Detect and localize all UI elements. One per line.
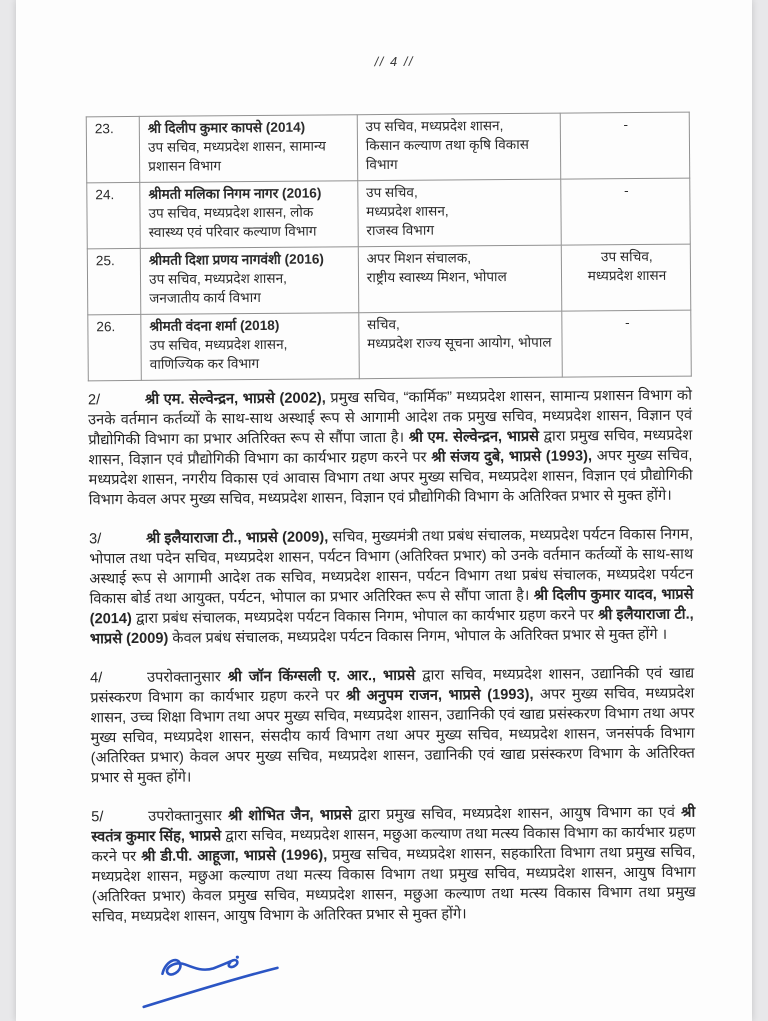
paragraph-number: 2/	[87, 392, 101, 409]
officer-name: श्री दिलीप कुमार कापसे (2014)	[147, 119, 306, 136]
paragraph-bold-text: श्री अनुपम राजन, भाप्रसे (1993),	[345, 686, 534, 705]
table-row	[87, 244, 690, 315]
officer-post-line: उप सचिव, मध्यप्रदेश शासन, सामान्य	[147, 138, 326, 155]
paragraph-number: 5/	[91, 809, 104, 826]
table-row	[86, 112, 689, 183]
officer-cell	[141, 313, 359, 381]
paragraph-text: द्वारा प्रमुख सचिव, मध्यप्रदेश शासन, विज्ञान एवं प्रौद्योगिकी विभाग का कार्यभार ग्रहण करने पर	[88, 427, 693, 469]
new-post-cell	[358, 245, 562, 313]
officer-name: श्रीमती मलिका निगम नागर (2016)	[148, 185, 322, 202]
officer-post-line: स्वास्थ्य एवं परिवार कल्याण विभाग	[148, 223, 317, 240]
assignment-line: राष्ट्रीय स्वास्थ्य मिशन, भोपाल	[366, 269, 507, 286]
serial-cell: 23.	[86, 116, 140, 182]
officer-post-line: उप सचिव, मध्यप्रदेश शासन, लोक	[148, 204, 314, 221]
remarks-line: -	[623, 183, 629, 199]
paragraph-text: केवल प्रबंध संचालक, मध्यप्रदेश पर्यटन विकास निगम, भोपाल के अतिरिक्त प्रभार से मुक्त होंगे ।	[168, 626, 668, 647]
paragraph-bold-text: श्री डी.पी. आहूजा, भाप्रसे (1996),	[141, 847, 328, 865]
paragraph-text: द्वारा सचिव, मध्यप्रदेश शासन, मछुआ कल्याण तथा मत्स्य विकास विभाग का कार्यभार ग्रहण करने पर	[91, 824, 696, 866]
assignment-line: राजस्व विभाग	[366, 222, 435, 239]
remarks-cell	[562, 310, 692, 377]
paragraph-bold-text: श्री संजय दुबे, भाप्रसे (1993),	[431, 448, 593, 466]
table-row	[88, 310, 691, 381]
paragraphs	[88, 386, 696, 928]
assignment-line: उप सचिव,	[366, 184, 418, 201]
remarks-cell	[560, 112, 690, 179]
assignment-line: मध्यप्रदेश राज्य सूचना आयोग, भोपाल	[367, 334, 552, 352]
assignment-line: विभाग	[365, 156, 398, 173]
paragraph-text: द्वारा प्रबंध संचालक, मध्यप्रदेश पर्यटन विकास निगम, भोपाल का कार्यभार ग्रहण करने पर	[131, 607, 599, 627]
serial-cell: 24.	[87, 182, 141, 248]
new-post-cell	[357, 113, 561, 181]
paragraph-text: प्रमुख सचिव, “कार्मिक” मध्यप्रदेश शासन, सामान्य प्रशासन विभाग को उनके वर्तमान कर्तव्यों के साथ-साथ अस्थाई रूप से आगामी आदेश तक प्रमुख सचिव, मध्यप्रदेश शासन, विज्ञान एवं प्रौद्योगिकी विभाग का प्रभार अतिरिक्त रूप से सौंपा जाता है।	[88, 387, 693, 449]
remarks-line: उप सचिव,	[600, 248, 653, 265]
signature-ink-icon	[136, 945, 286, 1010]
paragraph-bold-text: श्री शोभित जैन, भाप्रसे	[228, 807, 353, 825]
officer-cell	[140, 247, 358, 315]
officer-cell	[139, 115, 357, 183]
officer-name: श्रीमती वंदना शर्मा (2018)	[149, 317, 280, 334]
paragraph-text: द्वारा प्रमुख सचिव, मध्यप्रदेश शासन, आयुष विभाग का एवं	[351, 804, 682, 824]
remarks-cell	[561, 178, 691, 245]
new-post-cell	[357, 179, 561, 247]
officer-post-line: उप सचिव, मध्यप्रदेश शासन,	[149, 336, 288, 353]
remarks-line: मध्यप्रदेश शासन	[587, 267, 667, 284]
assignment-line: मध्यप्रदेश शासन,	[366, 203, 449, 220]
paragraph-bold-text: श्री एम. सेल्वेन्द्रन, भाप्रसे	[408, 428, 540, 446]
paragraph-bold-text: श्री जॉन किंग्सली ए. आर., भाप्रसे	[227, 667, 416, 686]
paragraph-number: 4/	[90, 670, 103, 687]
officer-name: श्रीमती दिशा प्रणय नागवंशी (2016)	[148, 251, 324, 268]
signature	[136, 945, 286, 1010]
officer-post-line: उप सचिव, मध्यप्रदेश शासन,	[149, 270, 287, 287]
officer-cell	[140, 181, 358, 249]
paragraph-number: 3/	[88, 531, 102, 548]
paragraph-text: उपरोक्तानुसार	[147, 669, 228, 686]
paragraph-bold-text: श्री इलैयाराजा टी., भाप्रसे (2009)	[89, 606, 694, 648]
paragraph-bold-text: श्री स्वतंत्र कुमार सिंह, भाप्रसे	[91, 804, 696, 846]
paragraph-bold-text: श्री दिलीप कुमार यादव, भाप्रसे (2014)	[89, 586, 694, 628]
remarks-line: -	[623, 117, 629, 133]
paragraph-text: प्रमुख सचिव, मध्यप्रदेश शासन, सहकारिता विभाग तथा प्रमुख सचिव, मध्यप्रदेश शासन, मछुआ कल्याण तथा मत्स्य विकास विभाग तथा प्रमुख सचिव, मध्यप्रदेश शासन, आयुष विभाग (अतिरिक्त प्रभार) केवल प्रमुख सचिव, मध्यप्रदेश शासन, मछुआ कल्याण तथा मत्स्य विकास विभाग तथा प्रमुख सचिव, मध्यप्रदेश शासन, आयुष विभाग के अतिरिक्त प्रभार से मुक्त होंगे।	[91, 844, 696, 926]
serial-cell: 25.	[87, 248, 141, 314]
paragraph-bold-text: श्री एम. सेल्वेन्द्रन, भाप्रसे (2002),	[144, 390, 326, 408]
officer-post-line: वाणिज्यिक कर विभाग	[149, 355, 260, 372]
scanned-page	[16, 0, 752, 1021]
assignment-line: अपर मिशन संचालक,	[366, 250, 472, 267]
officer-post-line: जनजातीय कार्य विभाग	[149, 289, 261, 306]
paragraph-text: सचिव, मुख्यमंत्री तथा प्रबंध संचालक, मध्यप्रदेश पर्यटन विकास निगम, भोपाल तथा पदेन सचिव, मध्यप्रदेश शासन, पर्यटन विभाग (अतिरिक्त प्रभार) को उनके वर्तमान कर्तव्यों के साथ-साथ अस्थाई रूप से आगामी आदेश तक सचिव, मध्यप्रदेश शासन, पर्यटन विभाग तथा प्रबंध संचालक, मध्यप्रदेश पर्यटन विकास बोर्ड तथा आयुक्त, पर्यटन, भोपाल का प्रभार अतिरिक्त रूप से सौंपा जाता है।	[89, 526, 694, 608]
assignment-line: सचिव,	[367, 316, 400, 333]
officer-post-line: प्रशासन विभाग	[148, 158, 222, 174]
officers-table	[86, 112, 692, 382]
new-post-cell	[359, 311, 563, 379]
serial-cell: 26.	[88, 314, 142, 380]
page-number: // 4 //	[374, 53, 415, 70]
assignment-line: उप सचिव, मध्यप्रदेश शासन,	[365, 118, 504, 135]
paragraph-text: अपर मुख्य सचिव, मध्यप्रदेश शासन, नगरीय विकास एवं आवास विभाग तथा अपर मुख्य सचिव, मध्यप्रदेश शासन, विज्ञान एवं प्रौद्योगिकी विभाग केवल अपर मुख्य सचिव, मध्यप्रदेश शासन, विज्ञान एवं प्रौद्योगिकी विभाग के अतिरिक्त प्रभार से मुक्त होंगे।	[88, 447, 693, 509]
paragraph-bold-text: श्री इलैयाराजा टी., भाप्रसे (2009),	[145, 529, 329, 547]
paragraph	[90, 664, 695, 789]
table-row	[87, 178, 690, 249]
paragraph-text: द्वारा सचिव, मध्यप्रदेश शासन, उद्यानिकी एवं खाद्य प्रसंस्करण विभाग का कार्यभार ग्रहण करने पर	[90, 665, 695, 707]
remarks-line: -	[625, 315, 630, 331]
paragraph	[88, 386, 693, 511]
paragraph-text: उपरोक्तानुसार	[148, 808, 229, 825]
paragraph-text: अपर मुख्य सचिव, मध्यप्रदेश शासन, उच्च शिक्षा विभाग तथा अपर मुख्य सचिव, मध्यप्रदेश शासन, उद्यानिकी एवं खाद्य प्रसंस्करण विभाग तथा अपर मुख्य सचिव, मध्यप्रदेश शासन, संसदीय कार्य विभाग तथा अपर मुख्य सचिव, मध्यप्रदेश शासन, जनसंपर्क विभाग (अतिरिक्त प्रभार) केवल अपर मुख्य सचिव, मध्यप्रदेश शासन, उद्यानिकी एवं खाद्य प्रसंस्करण विभाग के अतिरिक्त प्रभार से मुक्त होंगे।	[90, 685, 695, 787]
assignment-line: किसान कल्याण तथा कृषि विकास	[365, 136, 529, 154]
page-content	[13, 0, 757, 1011]
paragraph	[89, 525, 694, 650]
officers-table-body	[86, 112, 691, 381]
remarks-cell	[561, 244, 691, 311]
paragraph	[91, 803, 696, 928]
